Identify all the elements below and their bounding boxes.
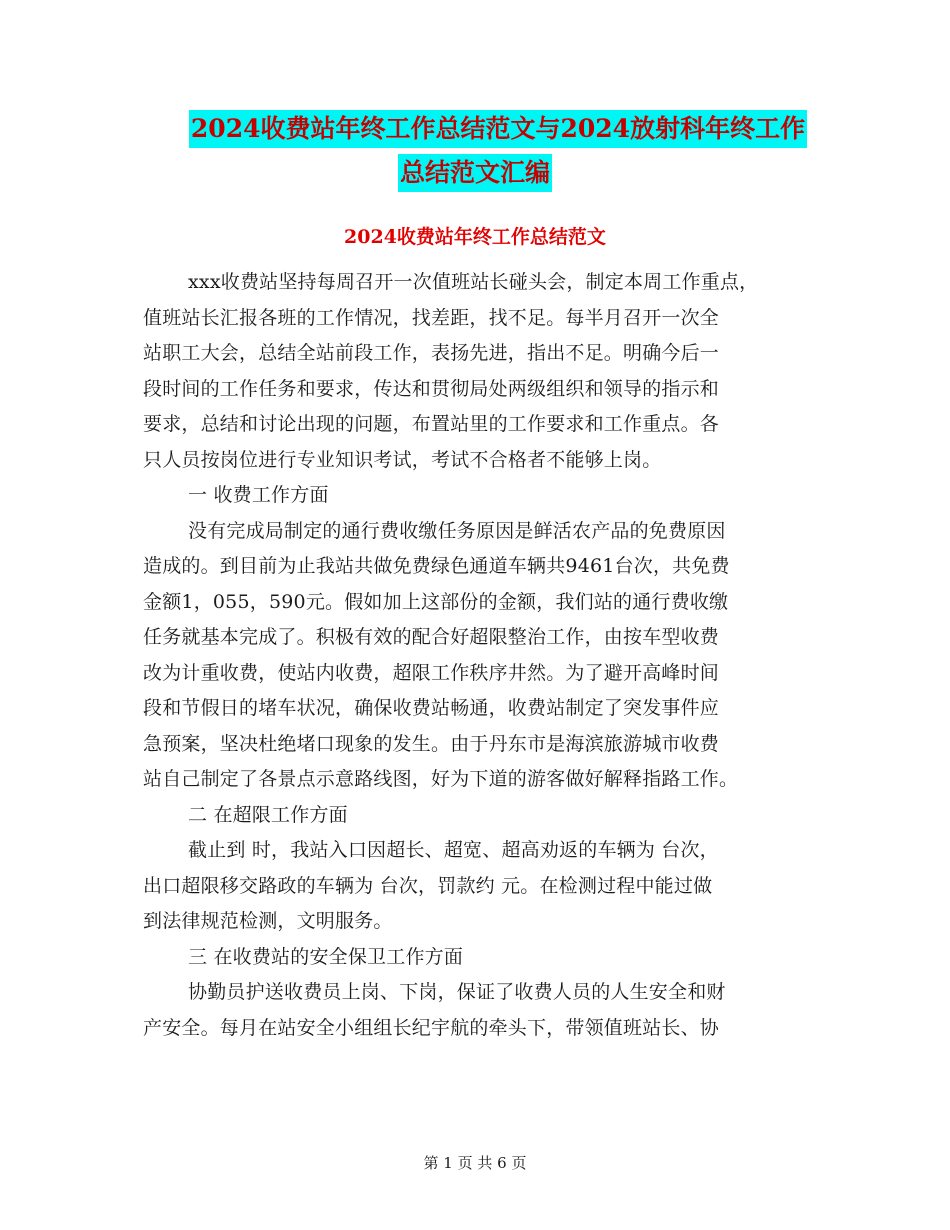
body-line: 金额1，055，590元。假如加上这部份的金额，我们站的通行费收缴	[143, 590, 729, 613]
section-subheading: 一 收费工作方面	[188, 484, 329, 506]
body-line: 只人员按岗位进行专业知识考试，考试不合格者不能够上岗。	[143, 448, 662, 471]
document-title	[0, 110, 950, 192]
body-line: 产安全。每月在站安全小组组长纪宇航的牵头下，带领值班站长、协	[143, 1016, 720, 1039]
title-line-2: 总结范文汇编	[398, 154, 552, 192]
body-line: 段时间的工作任务和要求，传达和贯彻局处两级组织和领导的指示和	[143, 377, 720, 400]
body-line: 到法律规范检测，文明服务。	[143, 910, 393, 932]
body-line: 没有完成局制定的通行费收缴任务原因是鲜活农产品的免费原因	[188, 519, 726, 542]
body-line: 要求，总结和讨论出现的问题，布置站里的工作要求和工作重点。各	[143, 413, 720, 435]
title-line-1: 2024收费站年终工作总结范文与2024放射科年终工作	[189, 110, 807, 148]
body-line: 任务就基本完成了。积极有效的配合好超限整治工作，由按车型收费	[143, 626, 720, 648]
body-line: 站自己制定了各景点示意路线图，好为下道的游客做好解释指路工作。	[143, 768, 739, 790]
section-subheading: 三 在收费站的安全保卫工作方面	[188, 945, 464, 968]
body-line: 改为计重收费，使站内收费，超限工作秩序井然。为了避开高峰时间	[143, 661, 720, 684]
body-line: 造成的。到目前为止我站共做免费绿色通道车辆共9461台次，共免费	[143, 555, 730, 577]
body-line: 站职工大会，总结全站前段工作，表扬先进，指出不足。明确今后一	[143, 342, 720, 364]
page-number-footer: 第 1 页 共 6 页	[423, 1154, 527, 1172]
section-heading: 2024收费站年终工作总结范文	[344, 226, 606, 248]
section-subheading: 二 在超限工作方面	[188, 803, 348, 826]
body-line: 段和节假日的堵车状况，确保收费站畅通，收费站制定了突发事件应	[143, 697, 720, 719]
body-line: 协勤员护送收费员上岗、下岗，保证了收费人员的人生安全和财	[188, 981, 726, 1003]
body-line: 值班站长汇报各班的工作情况，找差距，找不足。每半月召开一次全	[143, 306, 720, 329]
body-line: 截止到 时，我站入口因超长、超宽、超高劝返的车辆为 台次，	[188, 839, 719, 861]
body-line: 急预案，坚决杜绝堵口现象的发生。由于丹东市是海滨旅游城市收费	[143, 732, 720, 755]
document-body	[143, 265, 823, 1046]
body-line: 出口超限移交路政的车辆为 台次，罚款约 元。在检测过程中能过做	[143, 874, 713, 897]
body-line: xxx收费站坚持每周召开一次值班站长碰头会，制定本周工作重点，	[188, 271, 759, 293]
